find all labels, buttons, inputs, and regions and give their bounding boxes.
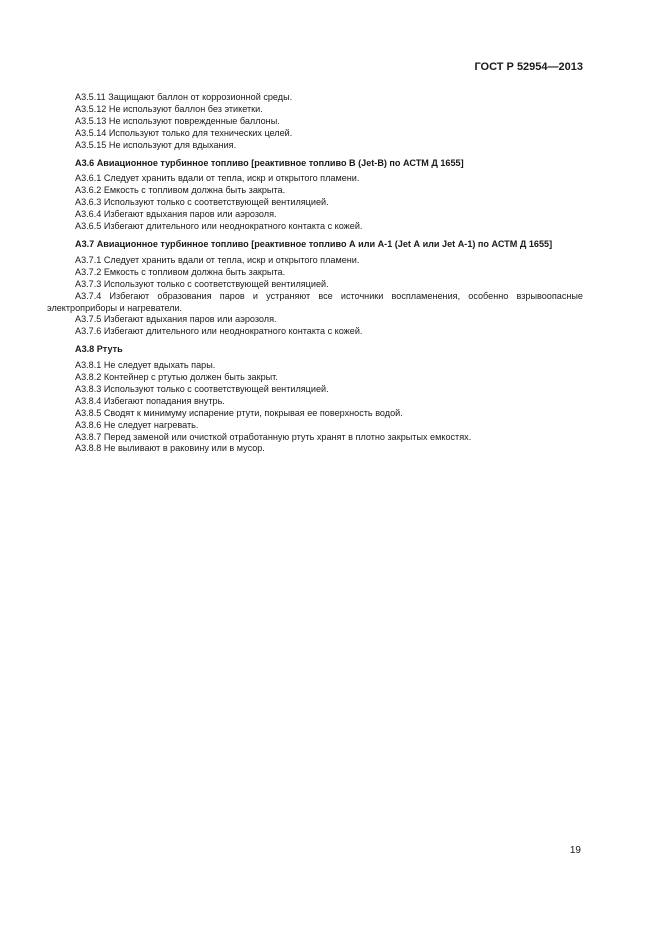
page-number: 19 <box>569 845 581 856</box>
list-item: А3.6.4 Избегают вдыхания паров или аэрозоля. <box>75 209 277 220</box>
list-item: А3.5.11 Защищают баллон от коррозионной среды. <box>75 92 293 102</box>
list-item: А3.5.13 Не используют поврежденные баллоны. <box>75 115 280 126</box>
document-id-header: ГОСТ Р 52954—2013 <box>474 61 583 73</box>
list-item: А3.6.2 Емкость с топливом должна быть закрыта. <box>75 185 286 196</box>
list-item: А3.8.8 Не выливают в раковину или в мусор. <box>75 443 265 454</box>
list-item: А3.8.7 Перед заменой или очисткой отработанную ртуть хранят в плотно закрытых емкостях. <box>75 431 472 442</box>
list-item: А3.8.3 Используют только с соответствующей вентиляцией. <box>75 383 329 394</box>
list-item: А3.7.2 Емкость с топливом должна быть закрыта. <box>75 266 286 277</box>
section-heading-a38: А3.8 Ртуть <box>75 344 123 355</box>
list-item: А3.7.1 Следует хранить вдали от тепла, искр и открытого пламени. <box>75 254 360 265</box>
section-heading-a37: А3.7 Авиационное турбинное топливо [реактивное топливо А или А-1 (Jet А или Jet А-1) по АСТМ Д 1655] <box>75 238 553 249</box>
list-item: А3.8.1 Не следует вдыхать пары. <box>75 360 216 371</box>
list-item: А3.7.6 Избегают длительного или неоднократного контакта с кожей. <box>75 326 363 337</box>
list-item: А3.8.2 Контейнер с ртутью должен быть закрыт. <box>75 372 278 383</box>
list-item: А3.5.15 Не используют для вдыхания. <box>75 139 237 150</box>
section-heading-a36: А3.6 Авиационное турбинное топливо [реактивное топливо В (Jet-B) по АСТМ Д 1655] <box>75 157 464 168</box>
list-item: А3.7.3 Используют только с соответствующей вентиляцией. <box>75 278 329 289</box>
list-item: А3.5.14 Используют только для технических целей. <box>75 127 293 138</box>
list-item: А3.7.4 Избегают образования паров и устраняют все источники воспламенения, особенно взрывоопасные электроприборы и нагреватели. <box>47 290 583 313</box>
list-item: А3.6.5 Избегают длительного или неоднократного контакта с кожей. <box>75 221 363 232</box>
list-item: А3.8.6 Не следует нагревать. <box>75 419 199 430</box>
list-item: А3.7.5 Избегают вдыхания паров или аэрозоля. <box>75 314 277 325</box>
list-item: А3.8.5 Сводят к минимуму испарение ртути, покрывая ее поверхность водой. <box>75 407 403 418</box>
list-item: А3.6.3 Используют только с соответствующей вентиляцией. <box>75 197 329 208</box>
list-item: А3.5.12 Не используют баллон без этикетки. <box>75 103 263 114</box>
document-body <box>47 92 583 455</box>
list-item: А3.8.4 Избегают попадания внутрь. <box>75 395 225 406</box>
list-item: А3.6.1 Следует хранить вдали от тепла, искр и открытого пламени. <box>75 173 360 184</box>
